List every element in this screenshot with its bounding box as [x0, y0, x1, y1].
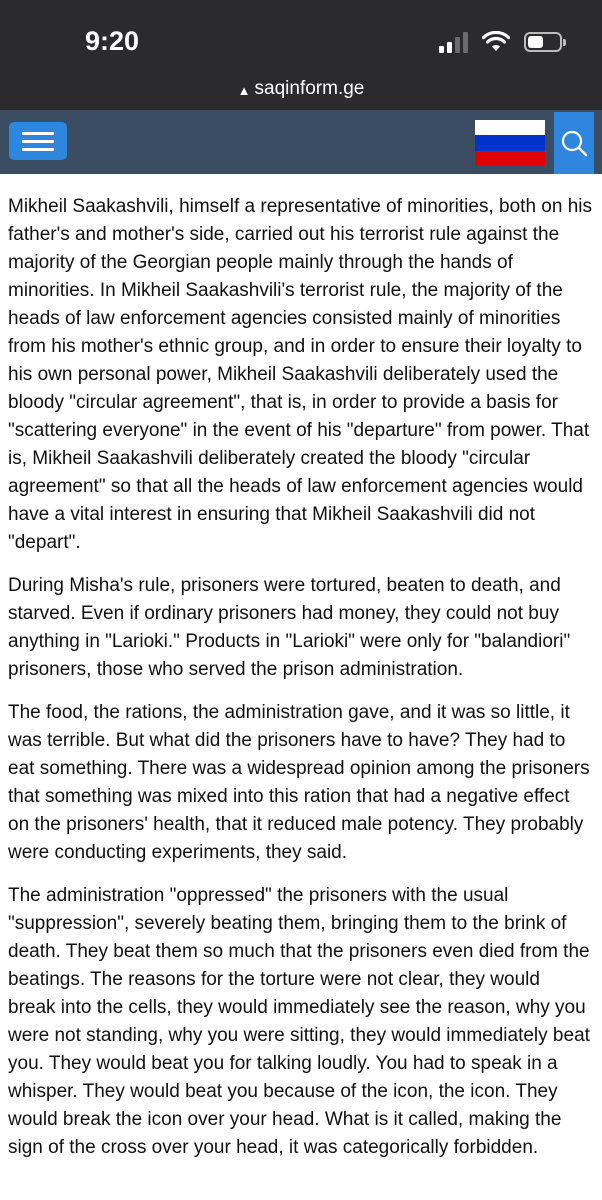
status-bar: [0, 0, 602, 78]
article-paragraph: The administration "oppressed" the prisoners with the usual "suppression", severely beating them, bringing them to the brink of death. They beat them so much that the prisoners even died from the beatings. The reasons for the torture were not clear, they would break into the cells, they would immediately see the reason, why you were not standing, why you were sitting, they would immediately beat you. They would beat you for talking loudly. You had to speak in a whisper. They would beat you because of the icon, the icon. They would break the icon over your head. What is it called, making the sign of the cross over your head, it was categorically forbidden.: [8, 885, 590, 1158]
warning-icon: ▲: [237, 83, 251, 98]
battery-icon: [524, 32, 562, 52]
url-text[interactable]: saqinform.ge: [254, 78, 365, 99]
article-paragraph: Mikheil Saakashvili, himself a representative of minorities, both on his father's and mother's side, carried out his terrorist rule against the majority of the Georgian people mainly through the hands of minorities. In Mikheil Saakashvili's terrorist rule, the majority of the heads of law enforcement agencies consisted mainly of minorities from his mother's ethnic group, and in order to ensure their loyalty to his own personal power, Mikheil Saakashvili deliberately used the bloody "circular agreement", that is, in order to provide a basis for "scattering everyone" in the event of his "departure" from power. That is, Mikheil Saakashvili deliberately created the bloody "circular agreement" so that all the heads of law enforcement agencies would have a vital interest in ensuring that Mikheil Saakashvili did not "depart".: [8, 196, 592, 553]
signal-icon: [439, 31, 468, 53]
search-icon: [554, 112, 594, 174]
wifi-icon: [482, 31, 510, 53]
hamburger-menu-icon[interactable]: [9, 122, 67, 160]
address-bar[interactable]: [0, 78, 602, 110]
russian-flag-icon[interactable]: [475, 120, 545, 166]
article-paragraph: During Misha's rule, prisoners were tortured, beaten to death, and starved. Even if ordinary prisoners had money, they could not buy anything in "Larioki." Products in "Larioki" were only for "balandiori" prisoners, those who served the prison administration.: [8, 575, 571, 680]
status-time: 9:20: [85, 26, 140, 56]
article-paragraph: The food, the rations, the administration gave, and it was so little, it was terrible. But what did the prisoners have to have? They had to eat something. There was a widespread opinion among the prisoners that something was mixed into this ration that had a negative effect on the prisoners' health, that it reduced male potency. They probably were conducting experiments, they said.: [8, 702, 590, 863]
status-icons: [439, 28, 562, 56]
article-body: [8, 193, 592, 1177]
search-button[interactable]: [554, 112, 594, 174]
